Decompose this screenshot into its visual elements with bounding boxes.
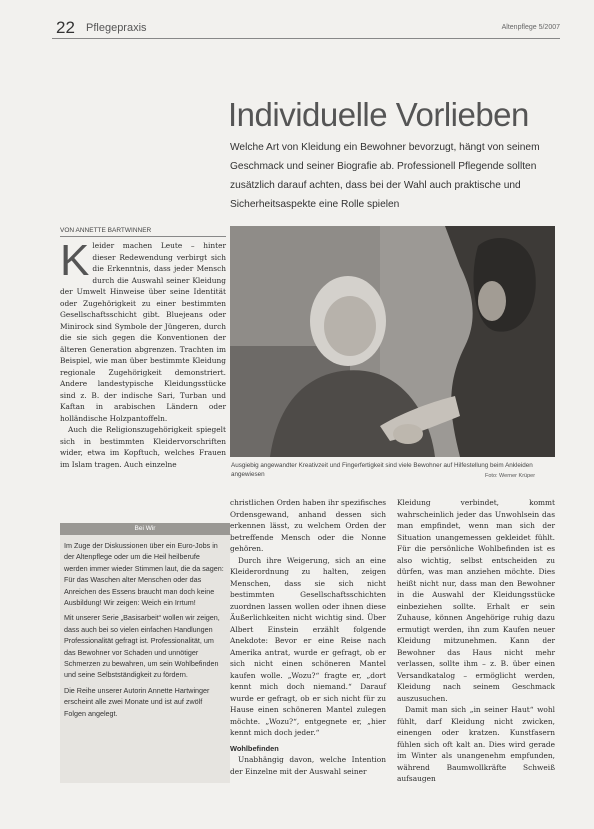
article-lead: Welche Art von Kleidung ein Bewohner bevorzugt, hängt von seinem Geschmack und seiner Biografie ab. Professionell Pflegende sollten zusätzlich darauf achten, dass bei der Wahl auch praktische und Sicherheitsaspekte eine Rolle spielen (230, 142, 540, 210)
section-label: Pflegepraxis (86, 22, 147, 34)
col3-paragraph-2: Damit man sich „in seiner Haut“ wohl fühlt, darf Kleidung nicht zwicken, einengen oder kratzen. Kunstfasern fühlen sich oft kalt an. Dies wird gerade im Winter als unangenehm empfunden, während Baumwollkräfte Schweiß aufsaugen (397, 705, 555, 783)
infobox-paragraph-2: Mit unserer Serie „Basisarbeit“ wollen wir zeigen, dass auch bei so vielen einfachen Handlungen Professionalität gefragt ist. Professionalität, um das Bewohner vor Schaden und unnötiger Schmerzen zu bewahren, um sein Wohlbefinden und seine Selbstständigkeit zu fördern. (64, 613, 220, 680)
infobox-text (64, 540, 224, 723)
article-title: Individuelle Vorlieben (228, 96, 529, 133)
col2-paragraph-1: christlichen Orden haben ihr spezifisches Ordensgewand, anhand dessen sich erkennen lässt, zu welchem Orden der betreffende Mensch oder die Nonne gehören. (230, 498, 386, 553)
col3-paragraph-1: Kleidung verbindet, kommt wahrscheinlich jeder das Unwohlsein das man empfindet, wenn man sich der Situation unangemessen gekleidet fühlt. Für die persönliche Wohlbefinden ist es also wichtig, selbst entscheiden zu dürfen, was man anziehen möchte. Dies heißt nicht nur, dass man den Bewohner in die Auswahl der Kleidungsstücke einbeziehen sollte. Erhalt er sein Zuhause, können Angehörige ruhig dazu ermutigt werden, ihn zum Kaufen neuer Kleidung mitzunehmen. Kann der Bewohner das Haus nicht mehr verlassen, sollte ihm – z. B. über einen Versandkatalog – ermöglicht werden, Kleidung nach seinem Geschmack auszusuchen. (397, 498, 555, 703)
drop-cap: K (60, 236, 90, 285)
col2-paragraph-2: Durch ihre Weigerung, sich an eine Kleiderordnung zu halten, zeigen Menschen, dass sie sich nicht bestimmten Gesellschaftsschichten zuordnen lassen wollen oder ihnen diese Äußerlichkeiten nicht wichtig sind. Über Albert Einstein erzählt folgende Anekdote: Bevor er eine Reise nach Amerika antrat, wurde er gefragt, ob er sich nicht einen schöneren Mantel kaufen wolle. „Wozu?“ fragte er, „dort kennt mich doch niemand.“ Darauf wurde er gefragt, ob er sich nicht für zu Hause einen schöneren Mantel zulegen möchte. „Wozu?“, entgegnete er, „hier kennt mich doch jeder.“ (230, 555, 386, 737)
photo-caption: Ausgiebig angewandter Kreativzeit und Fingerfertigkeit sind viele Bewohner auf Hilfestellung beim Ankleiden angewiesen (231, 462, 533, 478)
col1-paragraph-2: Auch die Religionszugehörigkeit spiegelt sich in bestimmten Kleidervorschriften wider, etwa im Kopftuch, welches Frauen im Islam tragen. Auch einzelne (60, 425, 226, 469)
infobox-heading: Bei Wir (60, 523, 230, 535)
infobox-paragraph-3: Die Reihe unserer Autorin Annette Hartwinger erscheint alle zwei Monate und ist auf zwölf Folgen angelegt. (64, 685, 210, 718)
column-1 (60, 236, 226, 470)
subheading-wohlbefinden: Wohlbefinden (230, 743, 279, 753)
photo-credit: Foto: Werner Krüper (485, 473, 536, 479)
photo-illustration (230, 226, 555, 457)
col1-paragraph-1: leider machen Leute – hinter dieser Redewendung verbirgt sich die Erkenntnis, dass jeder Mensch durch die Auswahl seiner Kleidung der Umwelt Hinweise über seine Identität oder Zugehörigkeit zu einer bestimmten Gesellschaftsschicht gibt. Bluejeans oder Minirock sind Symbole der Jüngeren, durch die sie sich gegen die Konventionen der älteren Generation abgrenzen. Trachten im Beispiel, wie man über bestimmte Kleidung regionale Zugehörigkeit demonstriert. Andere landestypische Kleidungsstücke sind z. B. der indische Sari, Turban und Kaftan in arabischen Ländern oder holländische Holzpantoffeln. (60, 241, 226, 423)
col2-paragraph-3: Unabhängig davon, welche Intention der Einzelne mit der Auswahl seiner (230, 755, 386, 776)
page-number: 22 (56, 18, 75, 37)
byline: VON ANNETTE BARTWINNER (60, 227, 226, 237)
column-3 (397, 497, 555, 785)
infobox-paragraph-1: Im Zuge der Diskussionen über ein Euro-Jobs in der Altenpflege oder um die Heil heilberufe werden immer wieder Stimmen laut, die da sagen: Für das Waschen alter Menschen oder das Anreichen des Essens braucht man doch keine Ausbildung! Wir zeigen: Weich ein Irrtum! (64, 541, 224, 608)
article-photo (230, 226, 555, 457)
issue-label: Altenpflege 5/2007 (501, 24, 560, 31)
header-rule (52, 38, 560, 39)
column-2 (230, 497, 386, 777)
